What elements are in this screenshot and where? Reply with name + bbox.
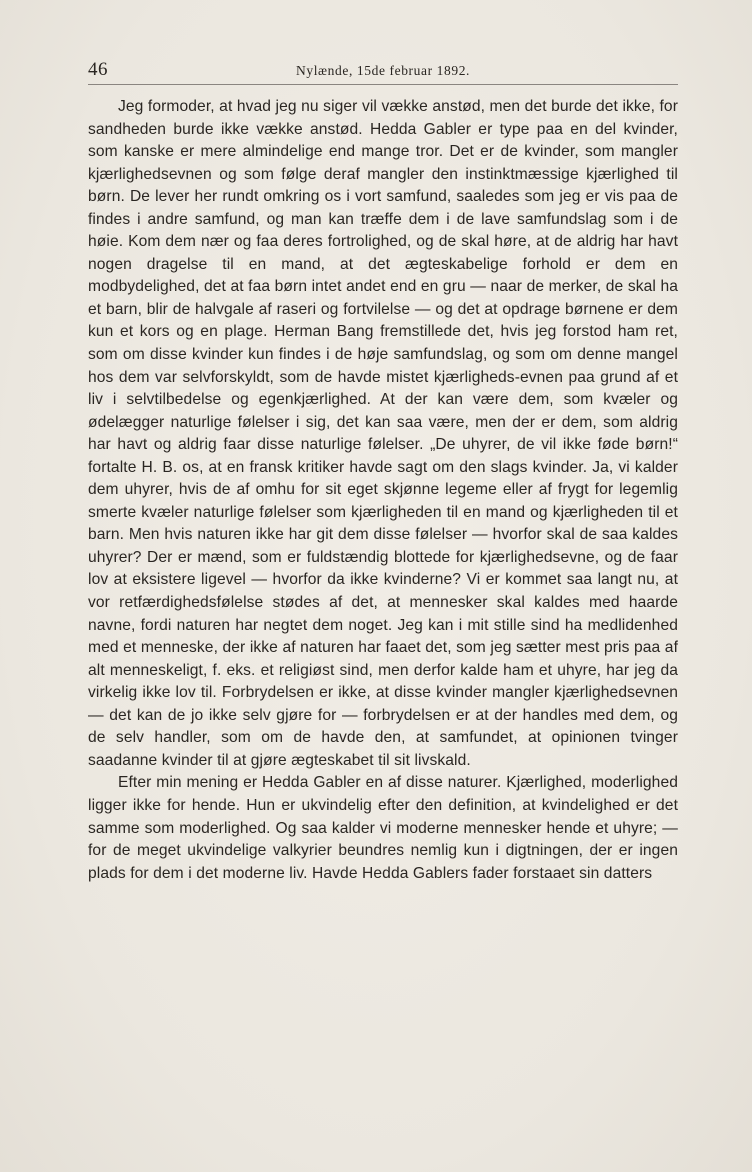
paragraph-1: Jeg formoder, at hvad jeg nu siger vil vække anstød, men det burde det ikke, for sandheden burde ikke vække anstød. Hedda Gabler er type paa en del kvinder, som kanske er mere almindelige end mange tror. Det er de kvinder, som mangler kjærlighedsevnen og som følge deraf mangler den instinktmæssige kjærlighed til børn. De lever her rundt omkring os i vort samfund, saaledes som jeg er vis paa de findes i andre samfund, og man kan træffe dem i de lave samfundslag som i de høie. Kom dem nær og faa deres fortrolighed, og de skal høre, at de aldrig har havt nogen dragelse til en mand, at det ægteskabelige forhold er dem en modbydelighed, det at faa børn intet andet end en gru — naar de merker, de skal ha et barn, blir de halvgale af raseri og fortvilelse — og det at opdrage børnene er dem kun et kors og en plage. Herman Bang fremstillede det, hvis jeg forstod ham ret, som om disse kvinder kun findes i de høje samfundslag, og som om denne mangel hos dem var selvforskyldt, som de havde mistet kjærligheds-evnen paa grund af et liv i selvtilbedelse og egenkjærlighed. At der kan være dem, som kvæler og ødelægger naturlige følelser i sig, det kan saa være, men der er dem, som aldrig har havt og aldrig faar disse naturlige følelser. „De uhyrer, de vil ikke føde børn!“ fortalte H. B. os, at en fransk kritiker havde sagt om den slags kvinder. Ja, vi kalder dem uhyrer, hvis de af omhu for sit eget skjønne legeme eller af frygt for legemlig smerte kvæler naturlige følelser som kjærligheden til en mand og kjærligheden til et barn. Men hvis naturen ikke har git dem disse følelser — hvorfor skal de saa kaldes uhyrer? Der er mænd, som er fuldstændig blottede for kjærlighedsevne, og de faar lov at eksistere ligevel — hvorfor da ikke kvinderne? Vi er kommet saa langt nu, at vor retfærdighedsfølelse stødes af det, at mennesker skal kaldes med haarde navne, fordi naturen har negtet dem noget. Jeg kan i mit stille sind ha medlidenhed med et menneske, der ikke af naturen har faaet det, som jeg sætter mest pris paa af alt menneskeligt, f. eks. et religiøst sind, men derfor kalde ham et uhyre, har jeg da virkelig ikke lov til. Forbrydelsen er ikke, at disse kvinder mangler kjærlighedsevnen — det kan de jo ikke selv gjøre for — forbrydelsen er at der handles med dem, og de selv handler, som om de havde den, at samfundet, at opinionen tvinger saadanne kvinder til at gjøre ægteskabet til sit livskald.	[88, 98, 678, 769]
paragraph-2: Efter min mening er Hedda Gabler en af disse naturer. Kjærlighed, moderlighed ligger ikke for hende. Hun er ukvindelig efter den definition, at kvindelighed er det samme som moderlighed. Og saa kalder vi moderne mennesker hende et uhyre; — for de meget ukvindelige valkyrier beundres nemlig kun i digtningen, der er ingen plads for dem i det moderne liv. Havde Hedda Gablers fader forstaaet sin datters	[88, 774, 678, 882]
article-body	[88, 96, 678, 885]
header-rule	[88, 84, 678, 85]
page-header	[88, 58, 678, 84]
page-number: 46	[88, 59, 108, 80]
running-head: Nylænde, 15de februar 1892.	[296, 63, 471, 78]
